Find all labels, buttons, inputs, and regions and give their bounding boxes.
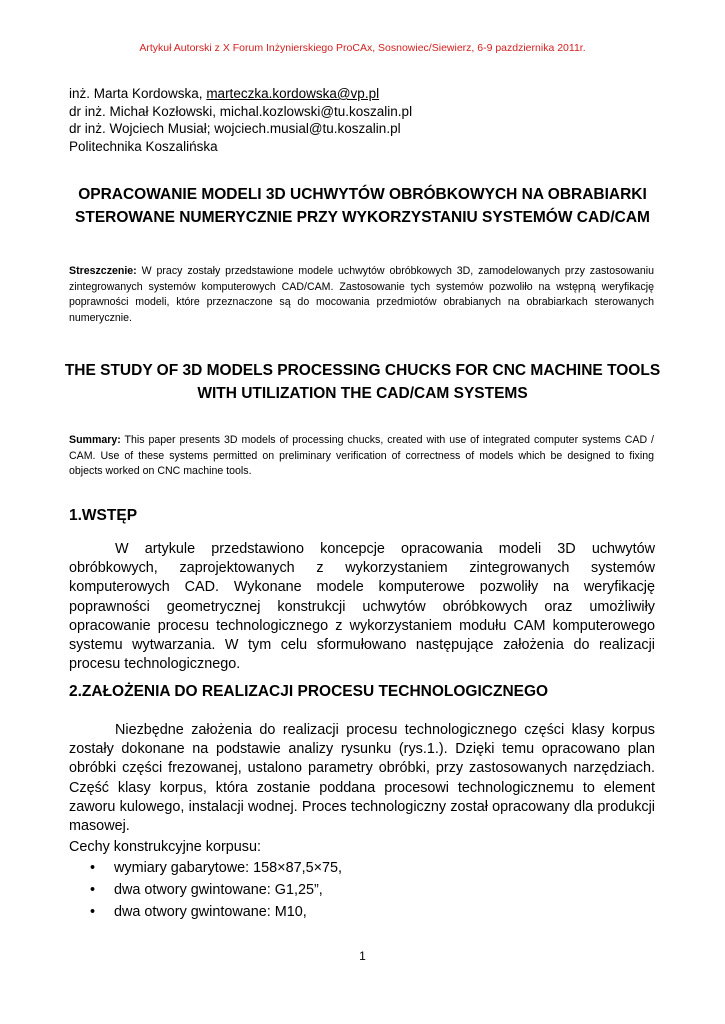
affiliation: Politechnika Koszalińska <box>69 138 218 154</box>
section-2-text: Niezbędne założenia do realizacji procesu technologicznego części klasy korpus zostały dokonane na podstawie analizy rysunku (rys.1.). Dzięki temu opracowano plan obróbki części frezowanej, ustalono parametry obróbki, przy zastosowanych narzędziach. Część klasy korpus, która zostanie poddana procesowi technologicznemu to element zaworu kulowego, instalacji wodnej. Proces technologiczny został opracowany dla produkcji masowej. <box>69 722 655 835</box>
summary-text: This paper presents 3D models of processing chucks, created with use of integrated computer systems CAD / CAM. Use of these systems permitted on preliminary verification of correctness of models which be designed to fixing objects worked on CNC machine tools. <box>69 434 654 478</box>
list-item: • dwa otwory gwintowane: G1,25”, <box>90 880 342 902</box>
section-1-text: W artykule przedstawiono koncepcje opracowania modeli 3D uchwytów obróbkowych, zaprojektowanych z wykorzystaniem zintegrowanych systemów komputerowych CAD. Wykonane modele komputerowe pozwoliły na weryfikację poprawności geometrycznej konstrukcji uchwytów obróbkowych oraz umożliwiły opracowanie procesu technologicznego z wykorzystaniem modułu CAM komputerowego systemu wytwarzania. W tym celu sformułowano następujące założenia do realizacji procesu technologicznego. <box>69 541 655 673</box>
conference-header: Artykuł Autorski z X Forum Inżynierskiego ProCAx, Sosnowiec/Siewierz, 6-9 pazdziernika 2011r. <box>139 42 586 54</box>
features-list <box>90 858 342 923</box>
abstract-text: W pracy zostały przedstawione modele uchwytów obróbkowych 3D, zamodelowanych przy zastosowaniu zintegrowanych systemów komputerowych CAD/CAM. Zastosowanie tych systemów pozwoliło na wstępną weryfikację poprawności modeli, które przeznaczone są do mocowania przedmiotów obrabianych na obrabiarkach sterowanych numerycznie. <box>69 265 654 324</box>
author-line-1 <box>69 85 412 103</box>
title-english: THE STUDY OF 3D MODELS PROCESSING CHUCKS FOR CNC MACHINE TOOLS WITH UTILIZATION THE CAD/CAM SYSTEMS <box>64 362 661 402</box>
bullet-icon: • <box>90 881 96 898</box>
author-email-link[interactable]: marteczka.kordowska@vp.pl <box>206 86 380 101</box>
bullet-icon: • <box>90 860 96 876</box>
section-heading-2: 2.ZAŁOŻENIA DO REALIZACJI PROCESU TECHNOLOGICZNEGO <box>69 683 549 700</box>
title-polish: OPRACOWANIE MODELI 3D UCHWYTÓW OBRÓBKOWYCH NA OBRABIARKI STEROWANE NUMERYCZNIE PRZY WYKORZYSTANIU SYSTEMÓW CAD/CAM <box>75 186 650 226</box>
abstract-polish <box>69 264 654 326</box>
features-heading: Cechy konstrukcyjne korpusu: <box>69 839 261 855</box>
abstract-english <box>69 433 654 480</box>
list-item: • wymiary gabarytowe: 158×87,5×75, <box>90 858 342 880</box>
author-block <box>69 85 412 155</box>
section-2-paragraph <box>69 721 655 836</box>
list-item: • dwa otwory gwintowane: M10, <box>90 902 342 924</box>
section-1-paragraph <box>69 540 655 674</box>
author-line-2: dr inż. Michał Kozłowski, michal.kozlowski@tu.koszalin.pl <box>69 103 413 119</box>
section-heading-1: 1.WSTĘP <box>69 507 138 524</box>
abstract-label: Streszczenie: <box>69 265 137 277</box>
author-line-3: dr inż. Wojciech Musiał; wojciech.musial@tu.koszalin.pl <box>69 121 401 137</box>
author-name: inż. Marta Kordowska, <box>69 86 207 101</box>
page-number: 1 <box>359 949 366 963</box>
summary-label: Summary: <box>69 434 121 446</box>
bullet-icon: • <box>90 903 96 920</box>
